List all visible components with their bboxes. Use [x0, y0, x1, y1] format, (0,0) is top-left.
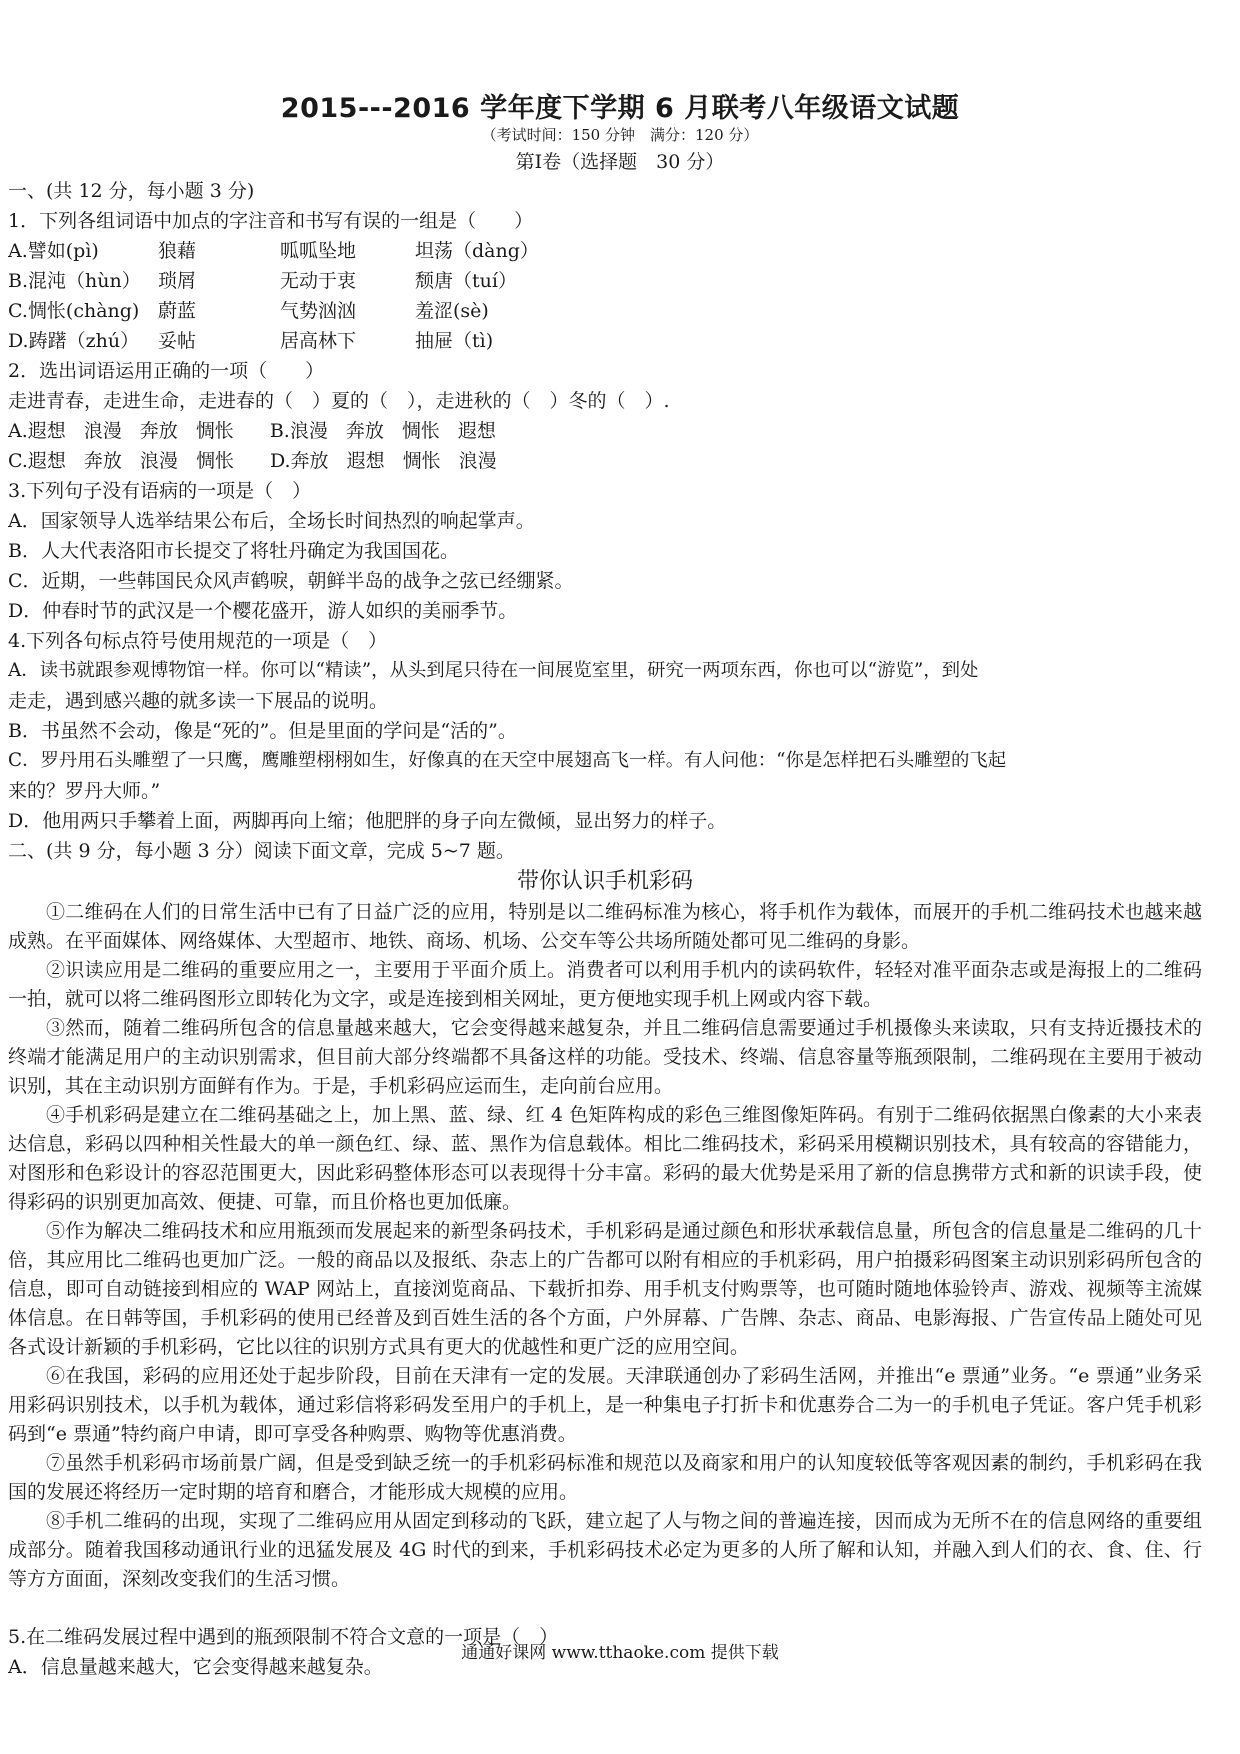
q1-option-word: 抽屉（tì) [415, 330, 494, 352]
article-paragraph: ②识读应用是二维码的重要应用之一，主要用于平面介质上。消费者可以利用手机内的读码软件，轻轻对准平面杂志或是海报上的二维码一拍，就可以将二维码图形立即转化为文字，或是连接到相关网址，更方便地实现手机上网或内容下载。 [8, 959, 1202, 1010]
question-1-option-row [8, 236, 1202, 266]
q1-option-word: 蔚蓝 [158, 300, 197, 322]
question-4-option-line: 走走，遇到感兴趣的就多读一下展品的说明。 [8, 690, 389, 712]
article-paragraph: ⑤作为解决二维码技术和应用瓶颈而发展起来的新型条码技术，手机彩码是通过颜色和形状承载信息量，所包含的信息量是二维码的几十倍，其应用比二维码也更加广泛。一般的商品以及报纸、杂志上的广告都可以附有相应的手机彩码，用户拍摄彩码图案主动识别彩码所包含的信息，即可自动链接到相应的 WAP 网站上，直接浏览商品、下载折扣券、用手机支付购票等，也可随时随地体验铃声、游戏、视频等主流媒体信息。在日韩等国，手机彩码的使用已经普及到百姓生活的各个方面，户外屏幕、广告牌、杂志、商品、电影海报、广告宣传品上随处可见各式设计新颖的手机彩码，它比以往的识别方式具有更大的优越性和更广泛的应用空间。 [8, 1220, 1202, 1358]
q1-option-word: 气势汹汹 [280, 300, 357, 322]
question-1-option-row [8, 266, 1202, 296]
volume-heading: 第Ⅰ卷（选择题 30 分） [515, 151, 725, 173]
q1-option-word: C.惆怅(chàng) [8, 300, 140, 322]
q2-word: A.遐想 [8, 420, 66, 442]
question-4-stem: 4.下列各句标点符号使用规范的一项是（ ） [8, 630, 388, 652]
q2-word: 浪漫 [139, 450, 178, 472]
q2-word: 奔放 [345, 420, 384, 442]
q2-word: 惆怅 [402, 450, 441, 472]
question-3-option: B．人大代表洛阳市长提交了将牡丹确定为我国国花。 [8, 540, 459, 562]
q2-word: 惆怅 [401, 420, 440, 442]
footer-source: 通通好课网 www.tthaoke.com 提供下载 [461, 1643, 779, 1663]
question-5-stem: 5.在二维码发展过程中遇到的瓶颈限制不符合文意的一项是（ ） [8, 1626, 559, 1648]
question-3-option: D．仲春时节的武汉是一个樱花盛开，游人如织的美丽季节。 [8, 600, 518, 622]
question-3-option: C．近期，一些韩国民众风声鹤唳，朝鲜半岛的战争之弦已经绷紧。 [8, 570, 574, 592]
question-1-option-row [8, 296, 1202, 326]
q1-option-word: 琐屑 [158, 270, 197, 292]
q2-word: 浪漫 [458, 450, 497, 472]
question-5-option: A．信息量越来越大，它会变得越来越复杂。 [8, 1656, 383, 1678]
question-4-option-line: D．他用两只手攀着上面，两脚再向上缩；他肥胖的身子向左微倾，显出努力的样子。 [8, 810, 727, 832]
question-1-option-row [8, 326, 1202, 356]
part-one [8, 176, 1202, 1682]
q2-word: 奔放 [139, 420, 178, 442]
question-3-option: A．国家领导人选举结果公布后，全场长时间热烈的响起掌声。 [8, 510, 535, 532]
q2-word: B.浪漫 [269, 420, 328, 442]
part-one-heading: 一、(共 12 分，每小题 3 分) [8, 180, 255, 202]
q1-option-word: 羞涩(sè) [415, 300, 489, 322]
question-2-option-row [8, 446, 1202, 476]
article-paragraph: ⑥在我国，彩码的应用还处于起步阶段，目前在天津有一定的发展。天津联通创办了彩码生活网，并推出“e 票通”业务。“e 票通”业务采用彩码识别技术，以手机为载体，通过彩信将彩码发至用户的手机上，是一种集电子打折卡和优惠券合二为一的手机电子凭证。客户凭手机彩码到“e 票通”特约商户申请，即可享受各种购票、购物等优惠消费。 [8, 1365, 1202, 1445]
question-1-stem: 1．下列各组词语中加点的字注音和书写有误的一组是（ ） [8, 210, 534, 232]
question-2-sentence: 走进青春，走进生命，走进春的（ ）夏的（ ），走进秋的（ ）冬的（ ）. [8, 390, 670, 412]
question-3-stem: 3.下列句子没有语病的一项是（ ） [8, 480, 312, 502]
question-2-stem: 2．选出词语运用正确的一项（ ） [8, 360, 325, 382]
article-paragraph: ⑦虽然手机彩码市场前景广阔，但是受到缺乏统一的手机彩码标准和规范以及商家和用户的认知度较低等客观因素的制约，手机彩码在我国的发展还将经历一定时期的培育和磨合，才能形成大规模的应用。 [8, 1452, 1202, 1503]
q1-option-word: 呱呱坠地 [280, 240, 357, 262]
q2-word: C.遐想 [8, 450, 66, 472]
question-4-option-line: A．读书就跟参观博物馆一样。你可以“精读”，从头到尾只待在一间展览室里，研究一两项东西，你也可以“游览”，到处 [8, 660, 979, 681]
q2-word: 奔放 [83, 450, 122, 472]
question-4-option-line: B．书虽然不会动，像是“死的”。但是里面的学问是“活的”。 [8, 720, 517, 742]
article-paragraph: ③然而，随着二维码所包含的信息量越来越大，它会变得越来越复杂，并且二维码信息需要通过手机摄像头来读取，只有支持近摄技术的终端才能满足用户的主动识别需求，但目前大部分终端都不具备这样的功能。受技术、终端、信息容量等瓶颈限制，二维码现在主要用于被动识别，其在主动识别方面鲜有作为。于是，手机彩码应运而生，走向前台应用。 [8, 1017, 1202, 1097]
q1-option-word: B.混沌（hùn） [8, 270, 141, 292]
q1-option-word: 狼藉 [158, 240, 197, 262]
q2-word: 遐想 [457, 420, 496, 442]
q1-option-word: 妥帖 [158, 330, 197, 352]
question-4-option-line: C．罗丹用石头雕塑了一只鹰，鹰雕塑栩栩如生，好像真的在天空中展翅高飞一样。有人问他：“你是怎样把石头雕塑的飞起 [8, 750, 1007, 771]
q2-word: 惆怅 [195, 450, 234, 472]
article-paragraph: ⑧手机二维码的出现，实现了二维码应用从固定到移动的飞跃，建立起了人与物之间的普遍连接，因而成为无所不在的信息网络的重要组成部分。随着我国移动通讯行业的迅猛发展及 4G 时代的到来，手机彩码技术必定为更多的人所了解和认知，并融入到人们的衣、食、住、行等方方面面，深刻改变我们的生活习惯。 [8, 1510, 1202, 1590]
question-4-option-line: 来的？罗丹大师。” [8, 780, 161, 802]
article-title: 带你认识手机彩码 [516, 869, 693, 894]
q1-option-word: 居高林下 [280, 330, 357, 352]
q2-word: 浪漫 [83, 420, 122, 442]
exam-title: 2015---2016 学年度下学期 6 月联考八年级语文试题 [280, 93, 960, 124]
q1-option-word: D.踌躇（zhú） [8, 330, 140, 352]
q1-option-word: 颓唐（tuí） [415, 270, 517, 292]
q1-option-word: 无动于衷 [280, 270, 357, 292]
q2-word: 遐想 [346, 450, 385, 472]
question-2-option-row [8, 416, 1202, 446]
q1-option-word: A.譬如(pì) [8, 240, 99, 262]
article-paragraph: ④手机彩码是建立在二维码基础之上，加上黑、蓝、绿、红 4 色矩阵构成的彩色三维图像矩阵码。有别于二维码依据黑白像素的大小来表达信息，彩码以四种相关性最大的单一颜色红、绿、蓝、黑作为信息载体。相比二维码技术，彩码采用模糊识别技术，具有较高的容错能力，对图形和色彩设计的容忍范围更大，因此彩码整体形态可以表现得十分丰富。彩码的最大优势是采用了新的信息携带方式和新的识读手段，使得彩码的识别更加高效、便捷、可靠，而且价格也更加低廉。 [8, 1104, 1202, 1213]
q1-option-word: 坦荡（dàng） [415, 240, 539, 262]
exam-info: （考试时间：150 分钟 满分：120 分） [481, 126, 759, 144]
article-paragraph: ①二维码在人们的日常生活中已有了日益广泛的应用，特别是以二维码标准为核心，将手机作为载体，而展开的手机二维码技术也越来越成熟。在平面媒体、网络媒体、大型超市、地铁、商场、机场、公交车等公共场所随处都可见二维码的身影。 [8, 901, 1202, 952]
q2-word: D.奔放 [269, 450, 329, 472]
q2-word: 惆怅 [195, 420, 234, 442]
part-two-heading: 二、(共 9 分，每小题 3 分）阅读下面文章，完成 5~7 题。 [8, 840, 515, 862]
